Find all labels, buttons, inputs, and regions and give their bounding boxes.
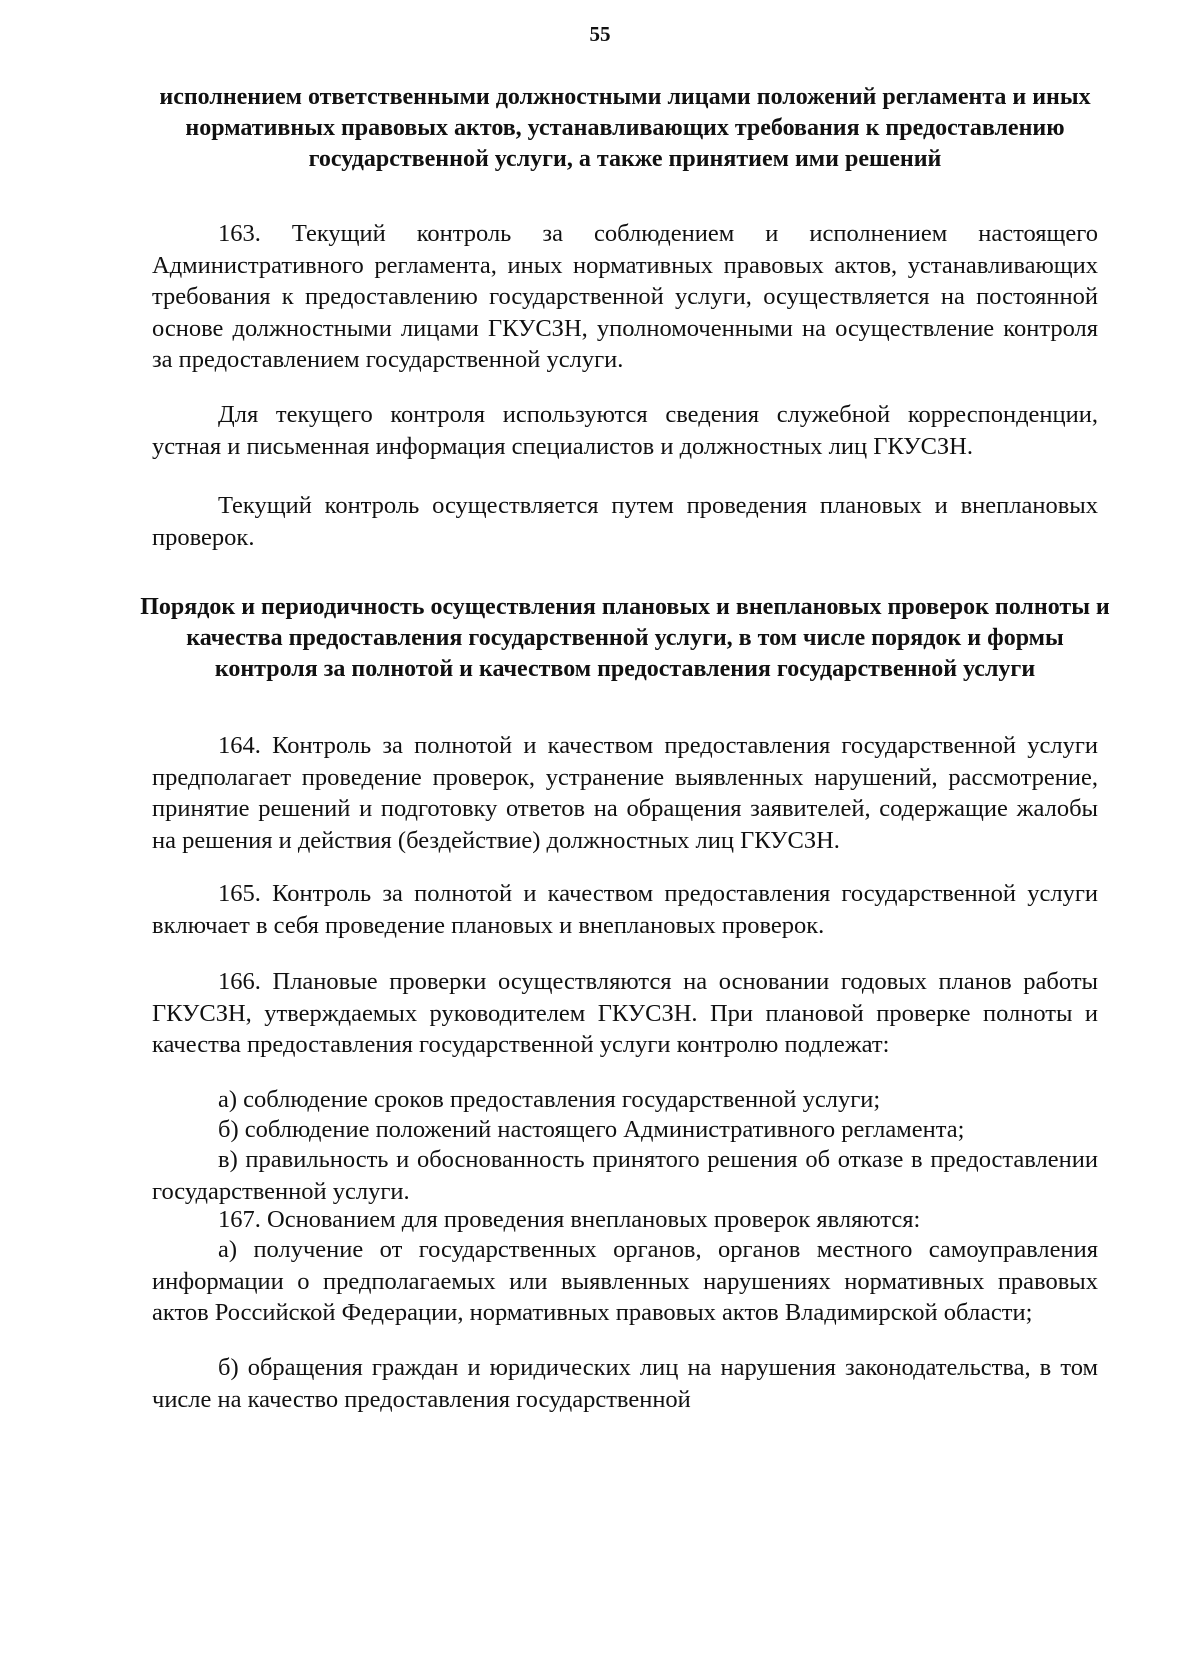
section-heading-inspections: Порядок и периодичность осуществления плановых и внеплановых проверок полноты и качества предоставления государственной услуги, в том числе порядок и формы контроля за полнотой и качеством предоставления государственной услуги (140, 594, 1110, 682)
page-number: 55 (589, 22, 611, 46)
paragraph-163: 163. Текущий контроль за соблюдением и исполнением настоящего Административного регламента, иных нормативных правовых актов, устанавливающих требования к предоставлению государственной услуги, осуществляется на постоянной основе должностными лицами ГКУСЗН, уполномоченными на осуществление контроля за предоставлением государственной услуги. (152, 220, 1098, 373)
paragraph-164: 164. Контроль за полнотой и качеством предоставления государственной услуги предполагает проведение проверок, устранение выявленных нарушений, рассмотрение, принятие решений и подготовку ответов на обращения заявителей, содержащие жалобы на решения и действия (бездействие) должностных лиц ГКУСЗН. (152, 732, 1098, 854)
paragraph-166-b: б) соблюдение положений настоящего Административного регламента; (218, 1116, 965, 1143)
paragraph-166-c: в) правильность и обоснованность принятого решения об отказе в предоставлении государственной услуги. (152, 1146, 1098, 1205)
paragraph-163-sources: Для текущего контроля используются сведения служебной корреспонденции, устная и письменная информация специалистов и должностных лиц ГКУСЗН. (152, 401, 1098, 460)
section-heading: исполнением ответственными должностными лицами положений регламента и иных нормативных правовых актов, устанавливающих требования к предоставлению государственной услуги, а также принятием ими решений (159, 84, 1091, 172)
paragraph-166-a: а) соблюдение сроков предоставления государственной услуги; (218, 1086, 881, 1113)
paragraph-167-a: а) получение от государственных органов, органов местного самоуправления информации о предполагаемых или выявленных нарушениях нормативных правовых актов Российской Федерации, нормативных правовых актов Владимирской области; (152, 1236, 1098, 1326)
paragraph-167: 167. Основанием для проведения внеплановых проверок являются: (218, 1206, 921, 1233)
paragraph-166: 166. Плановые проверки осуществляются на основании годовых планов работы ГКУСЗН, утверждаемых руководителем ГКУСЗН. При плановой проверке полноты и качества предоставления государственной услуги контролю подлежат: (152, 968, 1098, 1058)
paragraph-163-method: Текущий контроль осуществляется путем проведения плановых и внеплановых проверок. (152, 492, 1098, 551)
paragraph-167-b: б) обращения граждан и юридических лиц на нарушения законодательства, в том числе на качество предоставления государственной (152, 1354, 1098, 1413)
paragraph-165: 165. Контроль за полнотой и качеством предоставления государственной услуги включает в себя проведение плановых и внеплановых проверок. (152, 880, 1098, 939)
